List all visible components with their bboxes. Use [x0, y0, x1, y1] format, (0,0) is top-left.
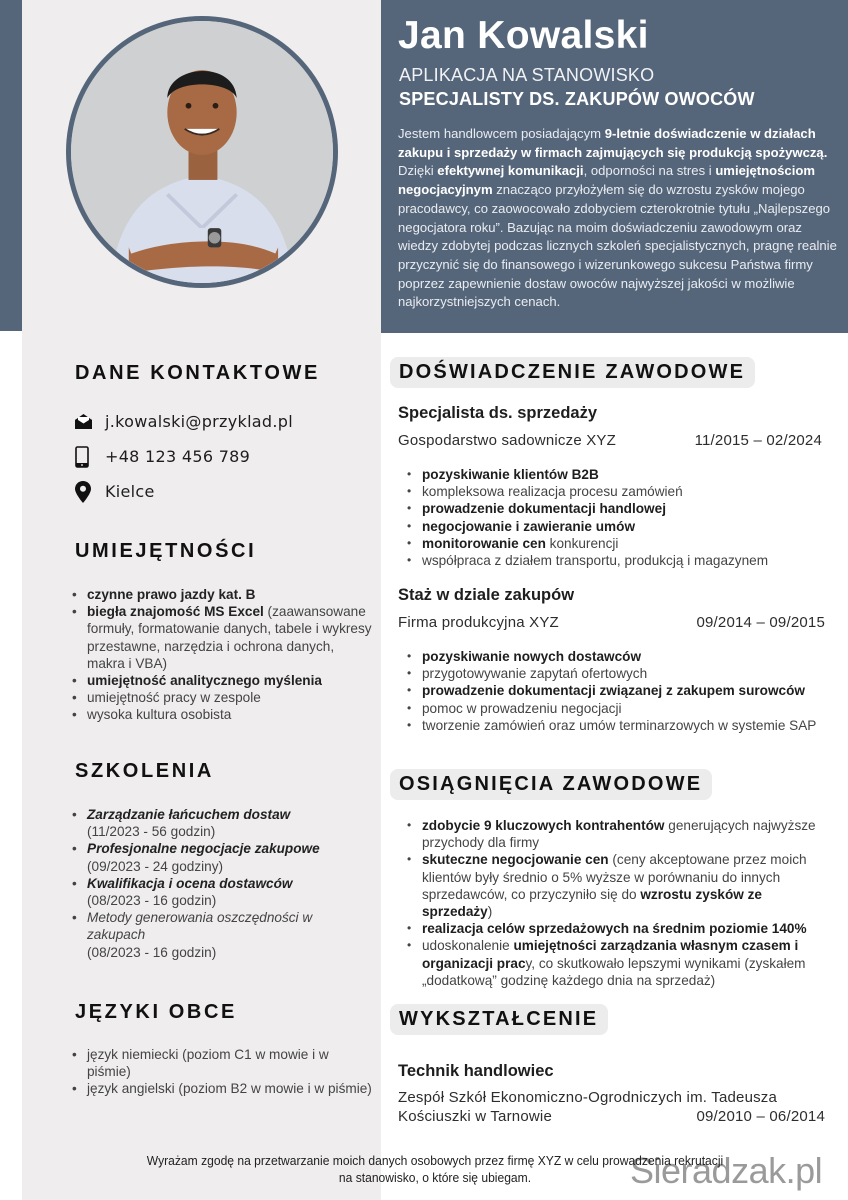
contact-list: [75, 404, 293, 509]
text-run: pomoc w prowadzeniu negocjacji: [422, 700, 622, 716]
list-item: [407, 552, 827, 569]
training-detail: (08/2023 - 16 godzin): [87, 944, 217, 960]
training-name: Zarządzanie łańcuchem dostaw: [87, 807, 291, 822]
text-run: Dzięki: [398, 163, 438, 179]
list-item: [407, 682, 827, 699]
list-item: [407, 851, 827, 920]
person-photo-illustration: [71, 21, 333, 283]
list-item: [407, 717, 827, 734]
watermark-logo: Sieradzak.pl: [630, 1150, 823, 1191]
list-item: [407, 920, 827, 937]
consent-line-1: Wyrażam zgodę na przetwarzanie moich danych osobowych przez firmę XYZ w celu prowadzenia rekrutacji: [146, 1153, 724, 1168]
training-item: [72, 840, 372, 874]
phone-text: +48 123 456 789: [105, 447, 251, 466]
training-item: [72, 806, 372, 840]
skills-list: [72, 586, 372, 724]
text-run: udoskonalenie: [422, 938, 514, 954]
emphasized-text: pozyskiwanie nowych dostawców: [422, 649, 642, 664]
text-run: (ceny akceptowane przez moich klientów były średnio o 5% wyższe w porównaniu do innych sprzedawców, co przyczyniło się do: [422, 852, 807, 902]
application-subtitle: APLIKACJA NA STANOWISKO: [399, 65, 655, 85]
emphasized-text: umiejętność analitycznego myślenia: [87, 673, 322, 689]
emphasized-text: czynne prawo jazdy kat. B: [87, 587, 256, 602]
school-name-line1: Zespół Szkół Ekonomiczno-Ogrodniczych im. Tadeusza: [398, 1089, 778, 1106]
job-1-company: Gospodarstwo sadownicze XYZ: [398, 432, 617, 449]
list-item: [407, 648, 827, 665]
emphasized-text: biegła znajomość MS Excel: [87, 604, 264, 620]
contact-phone[interactable]: [75, 439, 293, 474]
trainings-list: [72, 806, 372, 961]
profile-photo: [66, 16, 338, 288]
training-item: [72, 909, 372, 961]
education-section-title: WYKSZTAŁCENIE: [390, 1004, 608, 1035]
text-run: wysoka kultura osobista: [87, 707, 232, 723]
achievements-section-title: OSIĄGNIĘCIA ZAWODOWE: [390, 769, 712, 800]
emphasized-text: zdobycie 9 kluczowych kontrahentów: [422, 818, 665, 833]
list-item: [72, 706, 372, 723]
language-item: • język niemiecki (poziom C1 w mowie i w piśmie): [72, 1046, 372, 1080]
emphasized-text: umiejętnościom negocjacyjnym: [398, 163, 815, 198]
achievements-list: [407, 817, 827, 989]
list-item: [407, 483, 827, 500]
job-2-company: Firma produkcyjna XYZ: [398, 614, 559, 631]
list-item: [407, 500, 827, 517]
job-1-duties: [407, 466, 827, 569]
list-item: [407, 535, 827, 552]
text-run: kompleksowa realizacja procesu zamówień: [422, 484, 683, 500]
text-run: ): [487, 904, 493, 920]
text-run: znacząco przyłożyłem się do wzrostu zysków mojego pracodawcy, co zaowocowało zdobyciem czterokrotnie tytułu „Najlepszego negocjatora roku”. Bazując na moim doświadczeniu zawodowym oraz wiedzy zdobytej podczas licznych szkoleń specjalistycznych, pragnę realnie przyczynić się do finansowego i wizerunkowego sukcesu Państwa firmy poprzez zapewnienie dostaw owoców najwyższej jakości w możliwie najkorzystniejszych cenach.: [398, 182, 837, 310]
school-name-line2: Kościuszki w Tarnowie: [398, 1107, 552, 1125]
text-run: konkurencji: [545, 535, 619, 551]
text-run: Jestem handlowcem posiadającym: [398, 126, 605, 141]
text-run: generujących najwyższe przychody dla firmy: [422, 818, 816, 851]
experience-section-title: DOŚWIADCZENIE ZAWODOWE: [390, 357, 755, 388]
training-detail: (09/2023 - 24 godziny): [87, 858, 224, 874]
emphasized-text: umiejętności zarządzania własnym czasem i organizacji prac: [422, 938, 799, 971]
list-item: [407, 937, 827, 989]
email-text: j.kowalski@przyklad.pl: [105, 412, 293, 431]
list-item: [407, 518, 827, 535]
emphasized-text: realizacja celów sprzedażowych na średnim poziomie 140%: [422, 921, 807, 937]
text-run: przygotowywanie zapytań ofertowych: [422, 666, 648, 682]
list-item: [72, 586, 372, 603]
job-1-dates: 11/2015 – 02/2024: [694, 432, 822, 449]
emphasized-text: 9-letnie doświadczenie w działach zakupu i sprzedaży w firmach zajmujących się produkcją spożywczą.: [398, 126, 828, 160]
list-item: [72, 689, 372, 706]
profile-summary: [398, 125, 838, 312]
job-1-title: Specjalista ds. sprzedaży: [398, 404, 598, 422]
training-name: Kwalifikacja i ocena dostawców: [87, 875, 293, 891]
smartphone-icon: [75, 446, 105, 468]
consent-line-2: na stanowisko, o które się ubiegam.: [338, 1170, 532, 1185]
emphasized-text: pozyskiwanie klientów B2B: [422, 467, 599, 482]
training-detail: (11/2023 - 56 godzin): [87, 824, 216, 840]
text-run: umiejętność pracy w zespole: [87, 690, 261, 706]
emphasized-text: efektywnej komunikacji: [437, 163, 584, 179]
position-title: SPECJALISTY DS. ZAKUPÓW OWOCÓW: [399, 89, 755, 109]
gdpr-consent-clause: [86, 1152, 784, 1186]
training-name: Profesjonalne negocjacje zakupowe: [87, 841, 320, 857]
job-2-dates: 09/2014 – 09/2015: [696, 614, 825, 631]
training-name: Metody generowania oszczędności w zakupach: [87, 910, 313, 943]
contact-location: [75, 474, 293, 509]
list-item: [407, 700, 827, 717]
header-block: [381, 0, 848, 333]
emphasized-text: prowadzenie dokumentacji handlowej: [422, 501, 666, 517]
list-item: [407, 817, 827, 851]
skills-section-title: UMIEJĘTNOŚCI: [75, 540, 257, 562]
envelope-open-icon: [75, 414, 105, 429]
training-item: [72, 875, 372, 909]
text-run: , odporności na stres i: [583, 163, 716, 179]
training-detail: (08/2023 - 16 godzin): [87, 893, 217, 909]
contact-email[interactable]: [75, 404, 293, 439]
emphasized-text: wzrostu zysków ze sprzedaży: [422, 886, 762, 920]
languages-section-title: JĘZYKI OBCE: [75, 1001, 237, 1023]
list-item: [72, 603, 372, 672]
list-item: [72, 672, 372, 689]
languages-list: [72, 1046, 372, 1098]
text-run: y, co skutkowało lepszymi wynikami (zyskałem „dodatkową” godzinę każdego dnia na sprzedaż): [422, 955, 806, 988]
candidate-name: Jan Kowalski: [398, 14, 649, 57]
location-text: Kielce: [105, 482, 155, 501]
job-2-title: Staż w dziale zakupów: [398, 586, 575, 604]
left-accent-strip: [0, 0, 22, 331]
list-item: [407, 665, 827, 682]
trainings-section-title: SZKOLENIA: [75, 760, 214, 782]
education-school: [398, 1089, 828, 1126]
emphasized-text: skuteczne negocjowanie cen: [422, 852, 609, 868]
job-2-meta: [398, 614, 825, 631]
contact-section-title: DANE KONTAKTOWE: [75, 362, 320, 384]
education-dates: 09/2010 – 06/2014: [696, 1107, 825, 1125]
language-item: • język angielski (poziom B2 w mowie i w piśmie): [72, 1080, 372, 1097]
emphasized-text: monitorowanie cen: [422, 535, 546, 551]
text-run: tworzenie zamówień oraz umów terminarzowych w systemie SAP: [422, 717, 817, 733]
map-pin-icon: [75, 481, 105, 503]
job-2-duties: [407, 648, 827, 734]
job-1-meta: [398, 432, 825, 449]
emphasized-text: prowadzenie dokumentacji związanej z zakupem surowców: [422, 683, 805, 699]
emphasized-text: negocjowanie i zawieranie umów: [422, 518, 636, 534]
education-degree: Technik handlowiec: [398, 1062, 554, 1080]
text-run: (zaawansowane formuły, formatowanie danych, tabele i wykresy przestawne, narzędzia i ochrona danych, makra i VBA): [87, 604, 372, 671]
list-item: [407, 466, 827, 483]
text-run: współpraca z działem transportu, produkcją i magazynem: [422, 553, 769, 569]
